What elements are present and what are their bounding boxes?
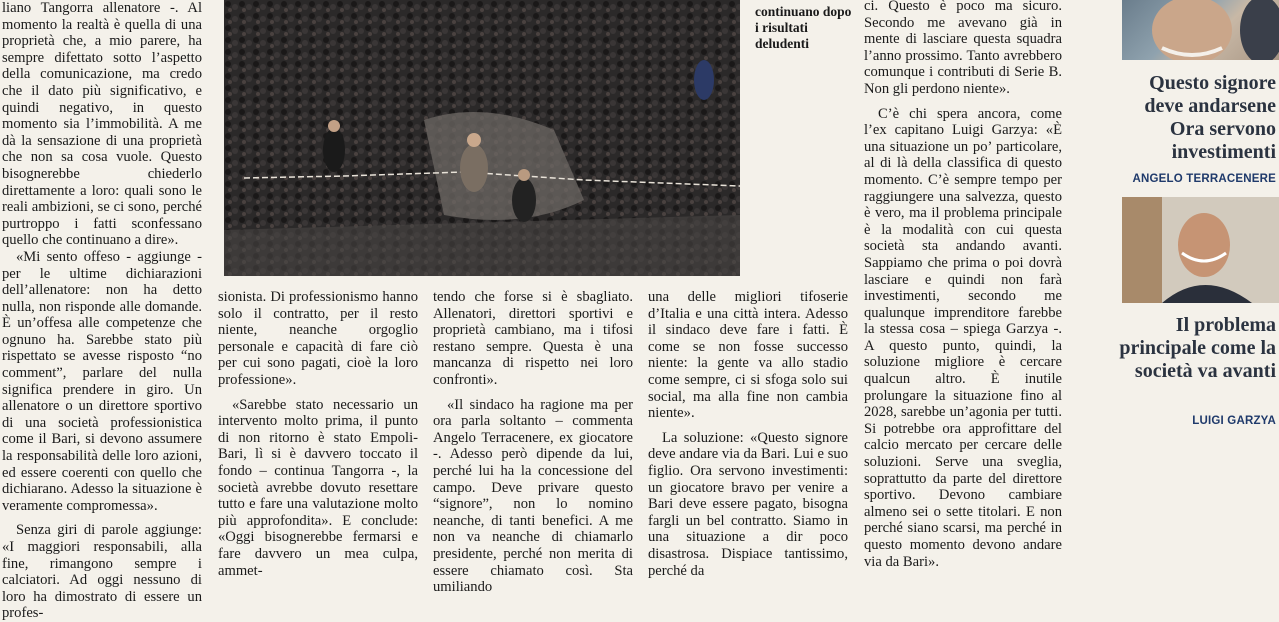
portrait-photo-terracenere — [1122, 0, 1279, 60]
paragraph: sionista. Di professionismo hanno solo il contratto, per il resto niente, neanche orgoglio personale e capacità di fare ciò per cui sono pagati, cioè la loro professione». — [218, 289, 418, 388]
paragraph: liano Tangorra allenatore -. Al momento la realtà è quella di una proprietà che, a mio parere, ha sempre difettato sotto l’aspetto della comunicazione, ma credo che il dato più significativo, e quindi negativo, in questo momento sia l’immobilità. A me dà la sensazione di una proprietà che non sa cosa vuole. Questo bisognerebbe chiederlo direttamente a loro: quali sono le reali ambizioni, se ci sono, perché purtroppo i fatti sconfessano quello che continuano a dire». — [2, 0, 202, 249]
article-column-4 — [648, 289, 848, 579]
paragraph: C’è chi spera ancora, come l’ex capitano Luigi Garzya: «È una situazione un po’ particolare, al di là della classifica di questo momento. C’è sempre tempo per raggiungere una salvezza, questo è vero, ma il problema principale è la modalità con cui questa società sta andando avanti. Sappiamo che prima o poi dovrà lasciare e quindi non farà investimenti, secondo me qualunque imprenditore farebbe la stessa cosa – spiega Garzya -. A questo punto, quindi, la soluzione migliore è cercare qualcun altro. È inutile prolungare la situazione fino al 2028, sarebbe un’agonia per tutti. Si potrebbe ora approfittare del calcio mercato per cercare delle soluzioni. Serve una sveglia, soprattutto da parte del direttore sportivo. Devono cambiare almeno sei o sette titolari. E non perché siano scarsi, ma perché in questo momento devono andare via da Bari». — [864, 105, 1062, 570]
paragraph: Senza giri di parole aggiunge: «I maggiori responsabili, alla fine, rimangono sempre i calciatori. Ad oggi nessuno di loro ha dimostrato di essere un profes- — [2, 522, 202, 622]
byline-garzya: LUIGI GARZYA — [1192, 415, 1276, 427]
article-column-5 — [864, 0, 1062, 570]
portrait-graphic — [1122, 0, 1279, 60]
crowd-photo-graphic — [224, 0, 740, 276]
article-column-1 — [2, 0, 202, 622]
byline-terracenere: ANGELO TERRACENERE — [1132, 173, 1276, 185]
portrait-graphic — [1122, 197, 1279, 303]
article-column-2 — [218, 289, 418, 579]
paragraph: ci. Questo è poco ma sicuro. Secondo me avevano già in mente di lasciare questa squadra l’anno prossimo. Tanto avrebbero comunque i contributi di Serie B. Non gli perdono niente». — [864, 0, 1062, 97]
paragraph: «Sarebbe stato necessario un intervento molto prima, il punto di non ritorno è stato Empoli-Bari, lì si è davvero toccato il fondo – continua Tangorra -, la società avrebbe dovuto resettare tutto e fare una valutazione molto più approfondita». E conclude: «Oggi bisognerebbe fermarsi e fare davvero un mea culpa, ammet- — [218, 396, 418, 579]
crowd-photo — [224, 0, 740, 276]
paragraph: una delle migliori tifoserie d’Italia e una città intera. Adesso il sindaco deve fare i fatti. È come se non fosse successo niente: la gente va allo stadio come sempre, ci si sfoga solo sui social, ma alla fine non cambia niente». — [648, 289, 848, 422]
paragraph: La soluzione: «Questo signore deve andare via da Bari. Lui e suo figlio. Ora servono investimenti: un giocatore bravo per venire a Bari deve essere pagato, bisogna fargli un bel contratto. Siamo in una situazione a dir poco disastrosa. Dispiace tantissimo, perché da — [648, 429, 848, 579]
pull-quote-terracenere: Questo signore deve andarsene Ora servono investimenti — [1144, 72, 1276, 163]
portrait-photo-garzya — [1122, 197, 1279, 303]
photo-caption: continuano dopo i risultati deludenti — [755, 4, 852, 51]
paragraph: «Il sindaco ha ragione ma per ora parla soltanto – commenta Angelo Terracenere, ex giocatore -. Adesso però dipende da lui, perché lui ha la concessione del campo. Deve privare questo “signore”, non lo nomino neanche, di tanti benefici. A me non va neanche di chiamarlo presidente, perché non merita di essere chiamato così. Sta umiliando — [433, 396, 633, 596]
paragraph: «Mi sento offeso - aggiunge - per le ultime dichiarazioni dell’allenatore: non ha detto nulla, non risponde alle domande. È un’offesa alle competenze che ognuno ha. Sarebbe stato più rispettato se avesse risposto “no comment”, parlare del nulla significa prendere in giro. Un allenatore o un direttore sportivo di una società professionistica come il Bari, si devono assumere la responsabilità delle loro azioni, ed essere coerenti con quello che dichiarano. Adesso la situazione è veramente compromessa». — [2, 248, 202, 514]
paragraph: tendo che forse si è sbagliato. Allenatori, direttori sportivi e proprietà cambiano, ma i tifosi restano sempre. Questa è una mancanza di rispetto nei loro confronti». — [433, 289, 633, 388]
pull-quote-garzya: Il problema principale come la società va avanti — [1119, 314, 1276, 382]
article-column-3 — [433, 289, 633, 596]
